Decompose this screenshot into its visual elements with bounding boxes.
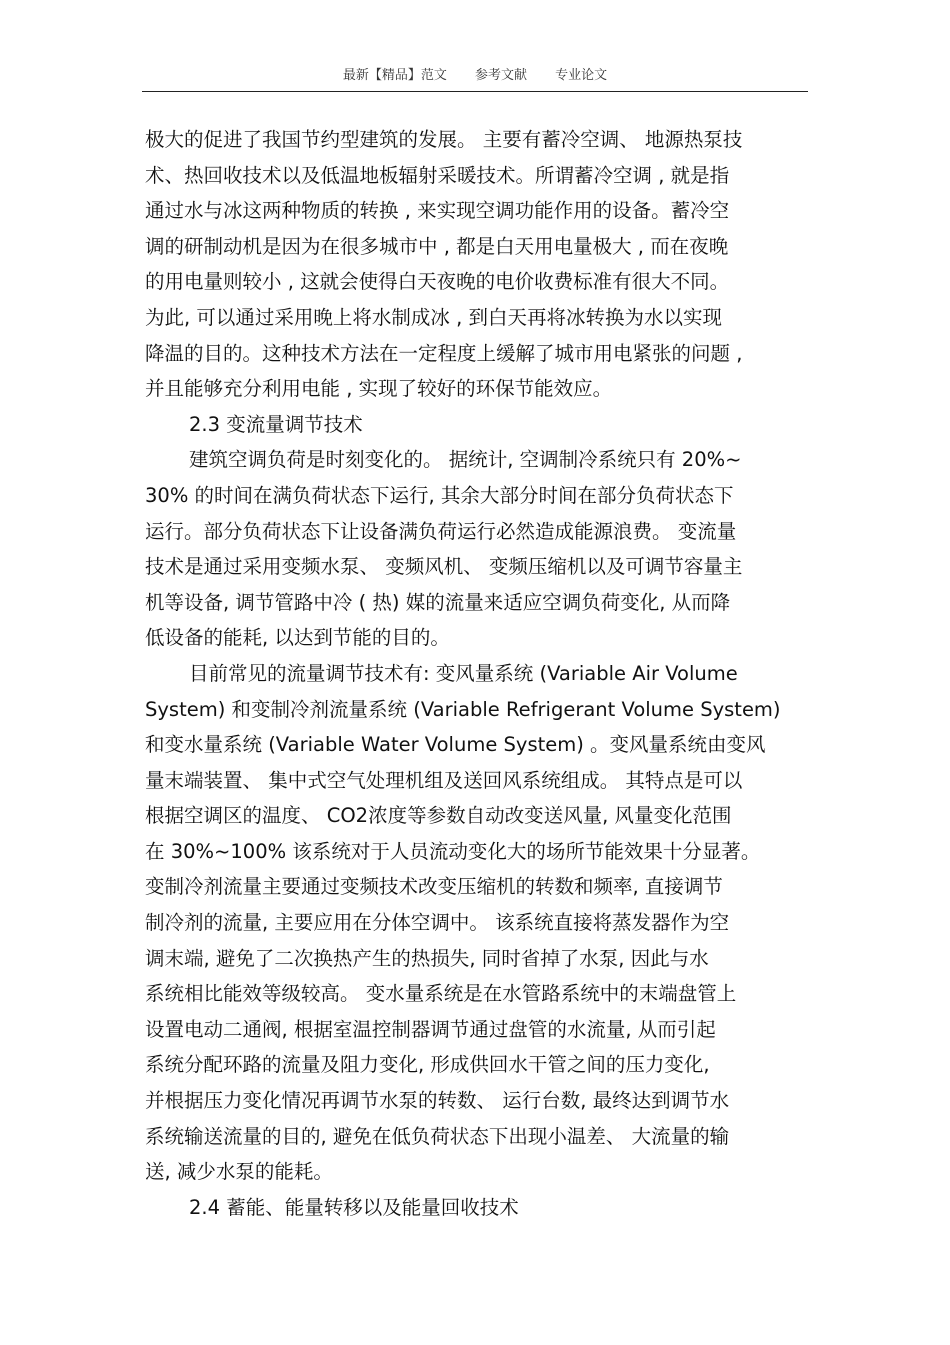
text-line: 机等设备, 调节管路中冷 ( 热) 媒的流量来适应空调负荷变化, 从而降 <box>145 590 731 614</box>
text-line: 制冷剂的流量, 主要应用在分体空调中。 该系统直接将蒸发器作为空 <box>145 911 730 935</box>
paragraph-start: 目前常见的流量调节技术有: 变风量系统 (Variable Air Volume <box>189 661 738 685</box>
text-line: 系统输送流量的目的, 避免在低负荷状态下出现小温差、 大流量的输 <box>145 1124 730 1148</box>
section-heading-2-3: 2.3 变流量调节技术 <box>189 412 363 436</box>
text-line: 系统相比能效等级较高。 变水量系统是在水管路系统中的末端盘管上 <box>145 982 737 1006</box>
text-line: 极大的促进了我国节约型建筑的发展。 主要有蓄冷空调、 地源热泵技 <box>145 128 743 151</box>
text-line: 运行。部分负荷状态下让设备满负荷运行必然造成能源浪费。 变流量 <box>145 519 737 543</box>
text-line: 术、热回收技术以及低温地板辐射采暖技术。所谓蓄冷空调 , 就是指 <box>145 163 730 187</box>
text-line: 通过水与冰这两种物质的转换 , 来实现空调功能作用的设备。蓄冷空 <box>145 199 730 223</box>
text-line: 系统分配环路的流量及阻力变化, 形成供回水干管之间的压力变化, <box>145 1053 710 1077</box>
text-line: 量末端装置、 集中式空气处理机组及送回风系统组成。 其特点是可以 <box>145 768 743 792</box>
text-line: 30% 的时间在满负荷状态下运行, 其余大部分时间在部分负荷状态下 <box>145 483 734 507</box>
header-item-references: 参考文献 <box>474 68 527 83</box>
text-line: 低设备的能耗, 以达到节能的目的。 <box>145 626 450 650</box>
section-heading-2-4: 2.4 蓄能、能量转移以及能量回收技术 <box>189 1195 519 1219</box>
text-line: 为此, 可以通过采用晚上将水制成冰 , 到白天再将冰转换为水以实现 <box>145 305 722 329</box>
text-line: 和变水量系统 (Variable Water Volume System) 。变风量系统由变风 <box>145 733 766 757</box>
text-line: 送, 减少水泵的能耗。 <box>145 1160 333 1184</box>
paragraph-start: 建筑空调负荷是时刻变化的。 据统计, 空调制冷系统只有 20%~ <box>189 448 742 472</box>
text-line: 变制冷剂流量主要通过变频技术改变压缩机的转数和频率, 直接调节 <box>145 875 723 899</box>
document-body <box>145 122 810 1225</box>
text-line: 降温的目的。这种技术方法在一定程度上缓解了城市用电紧张的问题 , <box>145 341 743 365</box>
text-line: 根据空调区的温度、 CO2浓度等参数自动改变送风量, 风量变化范围 <box>145 804 732 828</box>
page-header <box>142 64 808 83</box>
text-line: 技术是通过采用变频水泵、 变频风机、 变频压缩机以及可调节容量主 <box>145 555 743 579</box>
header-item-professional-paper: 专业论文 <box>555 68 608 83</box>
text-line: 的用电量则较小 , 这就会使得白天夜晚的电价收费标准有很大不同。 <box>145 270 730 294</box>
text-line: 并且能够充分利用电能 , 实现了较好的环保节能效应。 <box>145 377 613 401</box>
text-line: 调末端, 避免了二次换热产生的热损失, 同时省掉了水泵, 因此与水 <box>145 946 709 970</box>
text-line: System) 和变制冷剂流量系统 (Variable Refrigerant Volume System) <box>145 697 781 721</box>
text-line: 并根据压力变化情况再调节水泵的转数、 运行台数, 最终达到调节水 <box>145 1089 730 1113</box>
text-line: 调的研制动机是因为在很多城市中 , 都是白天用电量极大 , 而在夜晚 <box>145 234 729 258</box>
header-item-latest-essay: 最新【精品】范文 <box>342 68 447 83</box>
text-line: 在 30%~100% 该系统对于人员流动变化大的场所节能效果十分显著。 <box>145 839 761 863</box>
text-line: 设置电动二通阀, 根据室温控制器调节通过盘管的水流量, 从而引起 <box>145 1017 716 1041</box>
header-divider <box>142 91 808 92</box>
